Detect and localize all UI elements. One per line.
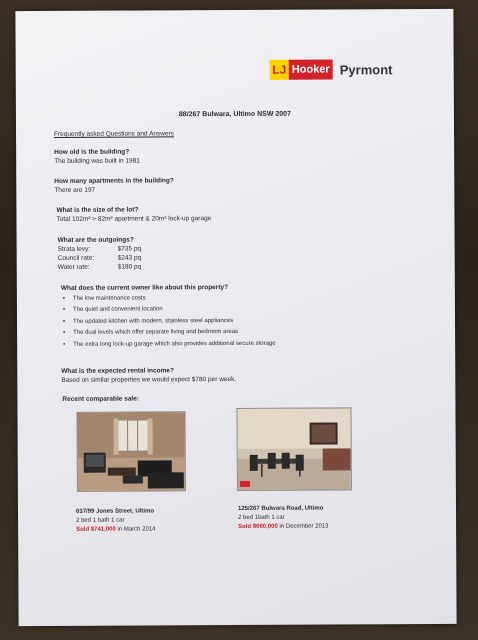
faq-heading: Frequently asked Questions and Answers xyxy=(54,130,175,138)
dining-room-illustration xyxy=(237,408,350,490)
list-item: • The extra long lock-up garage which also provides additional secure storage xyxy=(63,340,275,347)
comparable-2-spec: 2 bed 1bath 1 car xyxy=(238,514,285,521)
lj-hooker-logo xyxy=(270,59,333,79)
property-address-title: 88/267 Bulwara, Ultimo NSW 2007 xyxy=(178,110,291,119)
outgoing-label: Strata levy: xyxy=(57,245,91,253)
question-owner-likes: What does the current owner like about this property? xyxy=(60,284,229,292)
property-photo-dining-room xyxy=(236,407,351,491)
outgoing-label: Council rate: xyxy=(57,254,95,262)
outgoing-value: $180 pq xyxy=(117,263,142,271)
comparable-1-spec: 2 bed 1 bath 1 car xyxy=(76,517,125,524)
property-photo-living-room xyxy=(76,411,185,492)
question-lot-size: What is the size of the lot? xyxy=(56,206,139,214)
comparable-2-sold-price: Sold $660,000 xyxy=(238,523,278,530)
answer-rental-income: Based on similar properties we would expect $780 per week. xyxy=(61,375,237,384)
office-name: Pyrmont xyxy=(339,62,393,78)
comparable-1-sold-date: in March 2014 xyxy=(115,526,156,533)
outgoing-label: Water rate: xyxy=(57,263,90,271)
living-room-illustration xyxy=(77,412,184,491)
question-building-age: How old is the building? xyxy=(54,148,130,156)
answer-apartment-count: There are 197 xyxy=(54,186,96,194)
outgoing-value: $243 pq xyxy=(117,254,142,262)
question-outgoings: What are the outgoings? xyxy=(57,236,134,244)
answer-building-age: The building was built in 1981 xyxy=(54,157,140,165)
outgoing-row xyxy=(58,254,142,261)
question-apartment-count: How many apartments in the building? xyxy=(54,177,174,185)
comparable-2-sold-date: in December 2013 xyxy=(277,523,329,530)
logo-lj-mark: LJ xyxy=(270,60,289,80)
comparable-sales-heading: Recent comparable sale: xyxy=(62,395,140,403)
question-rental-income: What is the expected rental income? xyxy=(61,367,174,375)
outgoing-row xyxy=(58,245,142,252)
owner-likes-list xyxy=(63,295,276,353)
comparable-1-sold-price: Sold $741,000 xyxy=(76,526,116,533)
list-item: • The quiet and convenient location xyxy=(63,306,275,313)
document-page xyxy=(15,9,456,626)
comparable-1-address: 637/99 Jones Street, Ultimo xyxy=(75,508,155,515)
list-item: • The dual levels which offer separate living and bedroom areas xyxy=(63,329,275,336)
logo-brand-name: Hooker xyxy=(289,59,333,79)
outgoing-value: $735 pq xyxy=(117,245,142,253)
list-item: • The low maintenance costs xyxy=(63,295,275,302)
list-item: • The updated kitchen with modern, stainless steel appliances xyxy=(63,318,275,325)
comparable-2-sold-line xyxy=(238,524,328,530)
answer-lot-size: Total 102m² > 82m² apartment & 20m² lock-up garage xyxy=(56,215,212,223)
outgoing-row xyxy=(58,263,142,270)
comparable-2-address: 125/267 Bulwara Road, Ultimo xyxy=(237,505,324,512)
outgoings-list xyxy=(58,245,142,270)
comparable-1-sold-line xyxy=(76,526,155,532)
